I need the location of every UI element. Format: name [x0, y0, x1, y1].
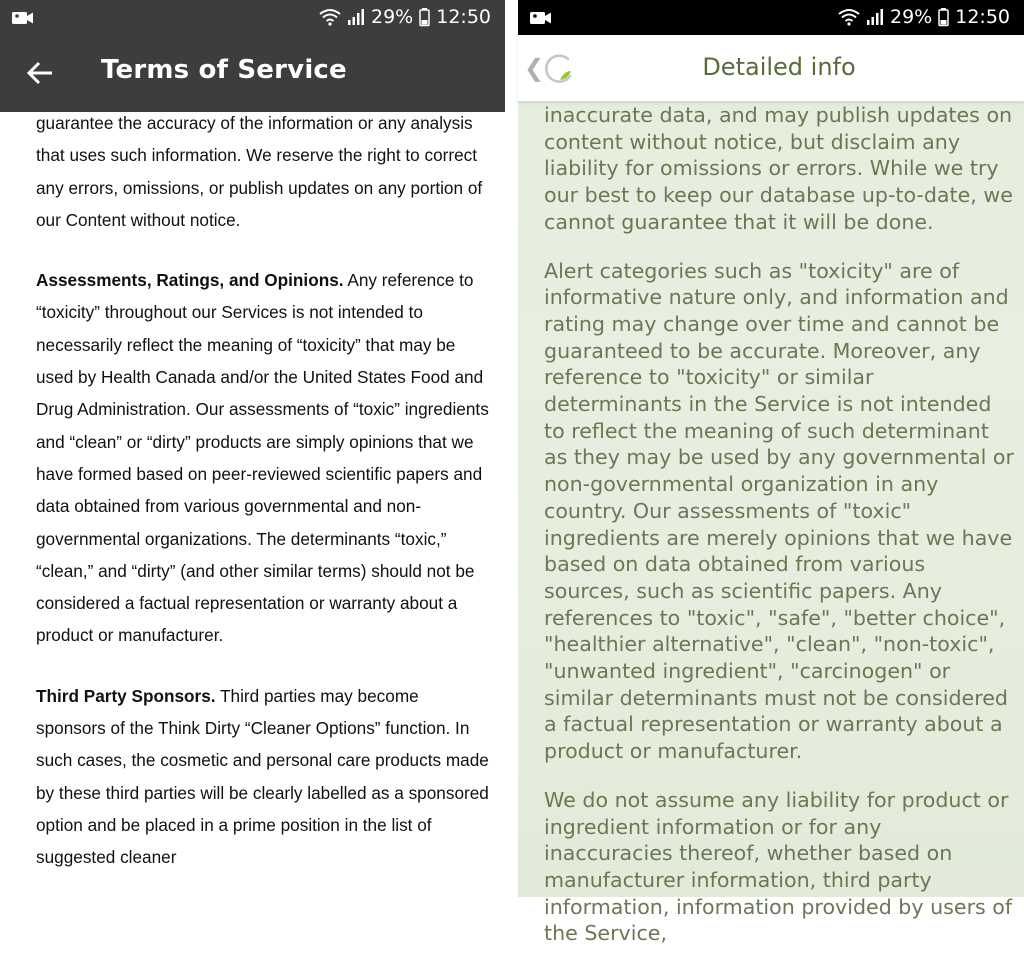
battery-percent: 29%: [890, 6, 933, 28]
detail-text-body: [544, 102, 1014, 969]
terms-of-service-screen: [0, 0, 505, 897]
detail-header: [518, 35, 1024, 101]
signal-icon: [347, 8, 365, 26]
clock-time: 12:50: [436, 6, 491, 28]
page-title: Detailed info: [702, 53, 856, 81]
terms-paragraph: [36, 680, 491, 874]
detail-paragraph: We do not assume any liability for product or ingredient information or for any inaccuracies thereof, whether based on manufacturer information, third party information, information provided by users of the Service,: [544, 787, 1013, 946]
paragraph-text: Any reference to “toxicity” throughout our Services is not intended to necessarily reflect the meaning of “toxicity” that may be used by Health Canada and/or the United States Food and Drug Administration. Our assessments of “toxic” ingredients and “clean” or “dirty” products are simply opinions that we have formed based on peer-reviewed scientific papers and data obtained from various governmental and non-governmental organizations. The determinants “toxic,” “clean,” and “dirty” (and other similar terms) should not be considered a factual representation or warranty about a product or manufacturer.: [36, 270, 489, 646]
detailed-info-screen: [518, 0, 1024, 946]
wifi-icon: [319, 8, 341, 26]
app-bar: [0, 35, 505, 112]
battery-icon: [419, 8, 430, 26]
video-record-icon: [530, 9, 552, 31]
terms-paragraph: [36, 107, 491, 236]
detail-paragraph: inaccurate data, and may publish updates on content without notice, but disclaim any liability for omissions or errors. While we try our best to keep our database up-to-date, we cannot guarantee that it will be done.: [544, 103, 1013, 234]
paragraph-heading: Third Party Sponsors.: [36, 685, 216, 706]
signal-icon: [866, 8, 884, 26]
chevron-left-icon[interactable]: ❮: [524, 54, 545, 82]
back-arrow-icon[interactable]: [26, 61, 54, 85]
paragraph-text: Third parties may become sponsors of the Think Dirty “Cleaner Options” function. In such cases, the cosmetic and personal care products made by these third parties will be clearly labelled as a sponsored option and be placed in a prime position in the list of suggested cleaner: [36, 685, 489, 868]
terms-text-body: [36, 107, 491, 902]
terms-paragraph: [36, 264, 491, 652]
page-title: Terms of Service: [101, 55, 347, 85]
video-record-icon: [12, 9, 34, 31]
screenshot-divider: [505, 0, 518, 897]
battery-percent: 29%: [371, 6, 414, 28]
wifi-icon: [838, 8, 860, 26]
status-bar: [518, 0, 1024, 35]
status-bar: [0, 0, 505, 35]
paragraph-text: guarantee the accuracy of the information or any analysis that uses such information. We reserve the right to correct any errors, omissions, or publish updates on any portion of our Content without notice.: [36, 113, 483, 230]
battery-icon: [938, 8, 949, 26]
paragraph-heading: Assessments, Ratings, and Opinions.: [36, 270, 344, 291]
detail-paragraph: Alert categories such as "toxicity" are of informative nature only, and information and rating may change over time and cannot be guaranteed to be accurate. Moreover, any reference to "toxicity" or similar determinants in the Service is not intended to reflect the meaning of such determinant as they may be used by any governmental or non-governmental organization in any country. Our assessments of "toxic" ingredients are merely opinions that we have based on data obtained from various sources, such as scientific papers. Any references to "toxic", "safe", "better choice", "healthier alternative", "clean", "non-toxic", "unwanted ingredient", "carcinogen" or similar determinants must not be considered a factual representation or warranty about a product or manufacturer.: [544, 258, 1014, 764]
clock-time: 12:50: [955, 6, 1010, 28]
